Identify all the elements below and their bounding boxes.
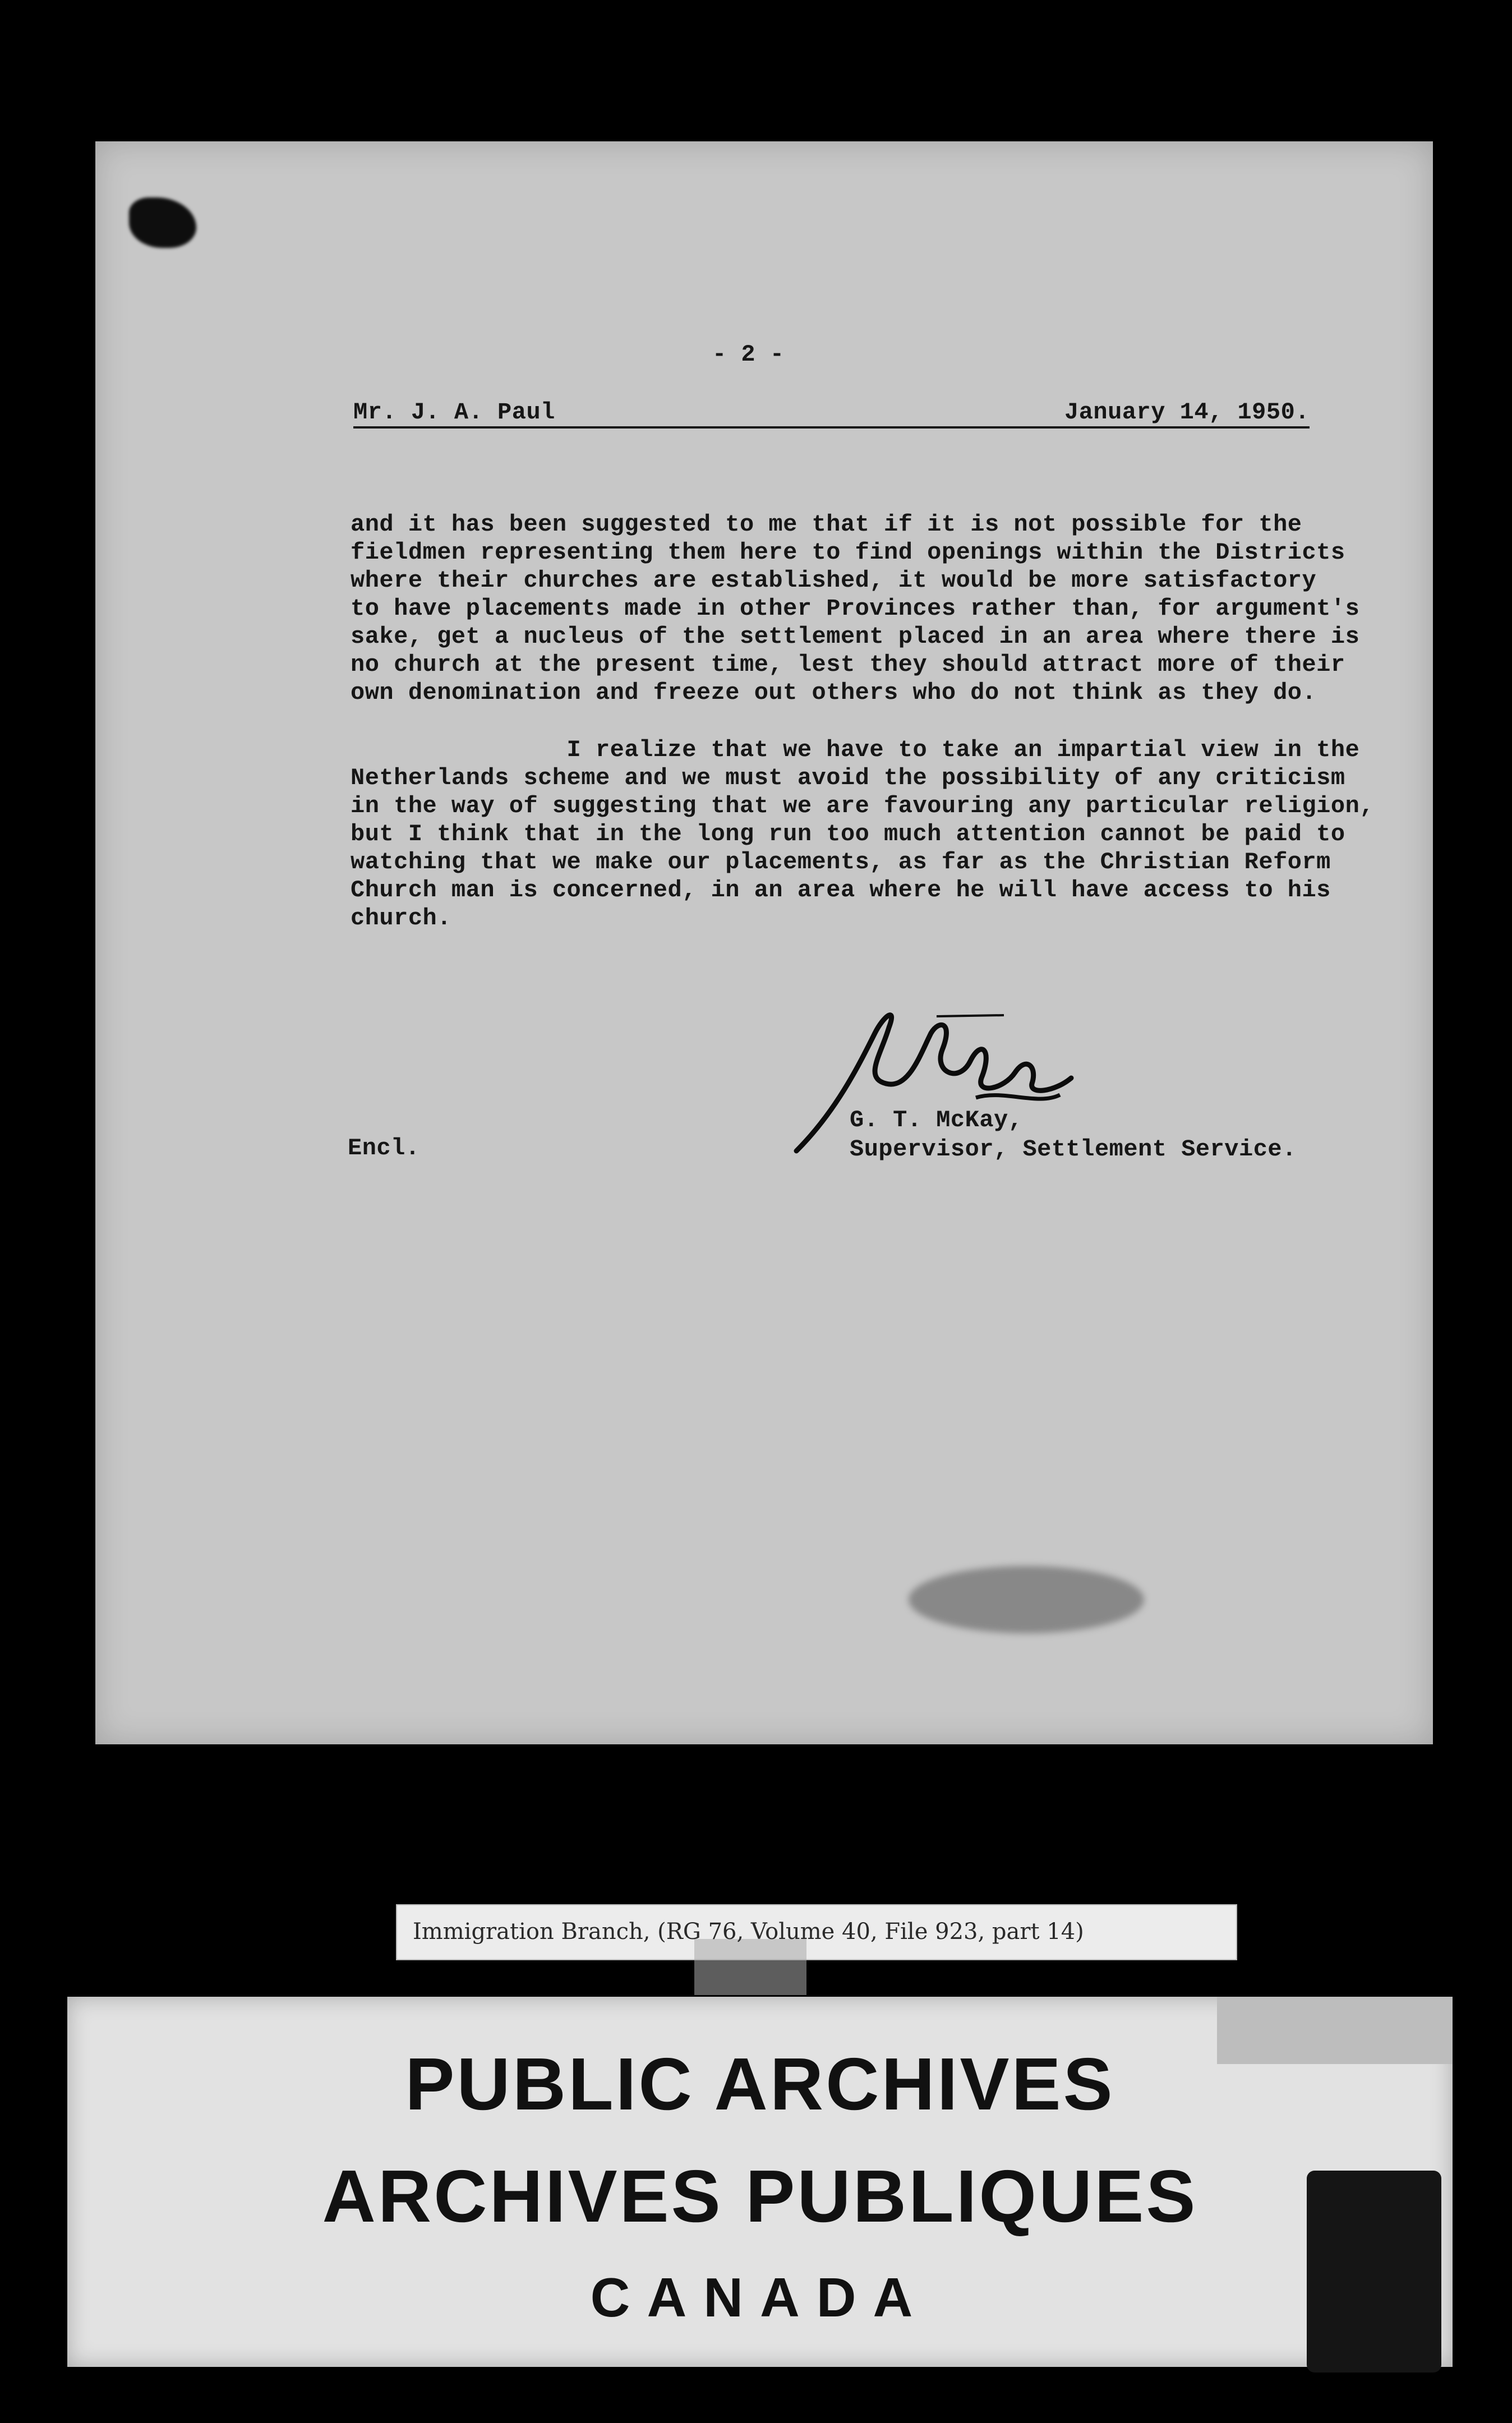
paragraph-line: sake, get a nucleus of the settlement placed in an area where there is bbox=[351, 623, 1360, 650]
binder-clip bbox=[1307, 2171, 1441, 2373]
paragraph-line: where their churches are established, it would be more satisfactory bbox=[351, 567, 1317, 594]
paragraph-line: but I think that in the long run too much attention cannot be paid to bbox=[351, 821, 1345, 847]
paragraph-line: own denomination and freeze out others who do not think as they do. bbox=[351, 679, 1317, 706]
paragraph-line: Netherlands scheme and we must avoid the possibility of any criticism bbox=[351, 764, 1345, 791]
letter-date: January 14, 1950. bbox=[1064, 399, 1310, 426]
paragraph-line: fieldmen representing them here to find openings within the Districts bbox=[351, 539, 1345, 566]
paragraph-line: watching that we make our placements, as far as the Christian Reform bbox=[351, 849, 1331, 876]
paragraph-line: in the way of suggesting that we are favouring any particular religion, bbox=[351, 793, 1374, 819]
ink-blot bbox=[129, 197, 196, 248]
paragraph-1 bbox=[351, 482, 1394, 707]
recipient: Mr. J. A. Paul bbox=[353, 399, 555, 426]
archive-reference-text: Immigration Branch, (RG 76, Volume 40, File 923, part 14) bbox=[413, 1919, 1084, 1945]
archive-reference-label bbox=[396, 1904, 1237, 1960]
paragraph-line: church. bbox=[351, 905, 451, 932]
stamp-line-english: PUBLIC ARCHIVES bbox=[405, 2043, 1115, 2125]
ink-smudge bbox=[909, 1566, 1144, 1633]
page-number: - 2 - bbox=[712, 341, 785, 368]
paragraph-line: to have placements made in other Provinces rather than, for argument's bbox=[351, 595, 1360, 622]
letter-header bbox=[353, 398, 1310, 429]
stamp-line-french: ARCHIVES PUBLIQUES bbox=[322, 2155, 1198, 2237]
paragraph-line: Church man is concerned, in an area where he will have access to his bbox=[351, 877, 1331, 904]
letter-page bbox=[95, 141, 1433, 1744]
archives-stamp bbox=[67, 1997, 1453, 2367]
paragraph-2 bbox=[351, 708, 1394, 932]
paragraph-line: and it has been suggested to me that if it is not possible for the bbox=[351, 511, 1302, 538]
paragraph-line: I realize that we have to take an impartial view in the bbox=[351, 736, 1360, 763]
paragraph-line: no church at the present time, lest they should attract more of their bbox=[351, 651, 1345, 678]
stamp-line-country: CANADA bbox=[590, 2267, 930, 2328]
tape-strip bbox=[694, 1939, 806, 1995]
signatory-title: Supervisor, Settlement Service. bbox=[850, 1136, 1297, 1163]
enclosure-note: Encl. bbox=[348, 1135, 420, 1162]
signatory-name: G. T. McKay, bbox=[850, 1107, 1023, 1134]
